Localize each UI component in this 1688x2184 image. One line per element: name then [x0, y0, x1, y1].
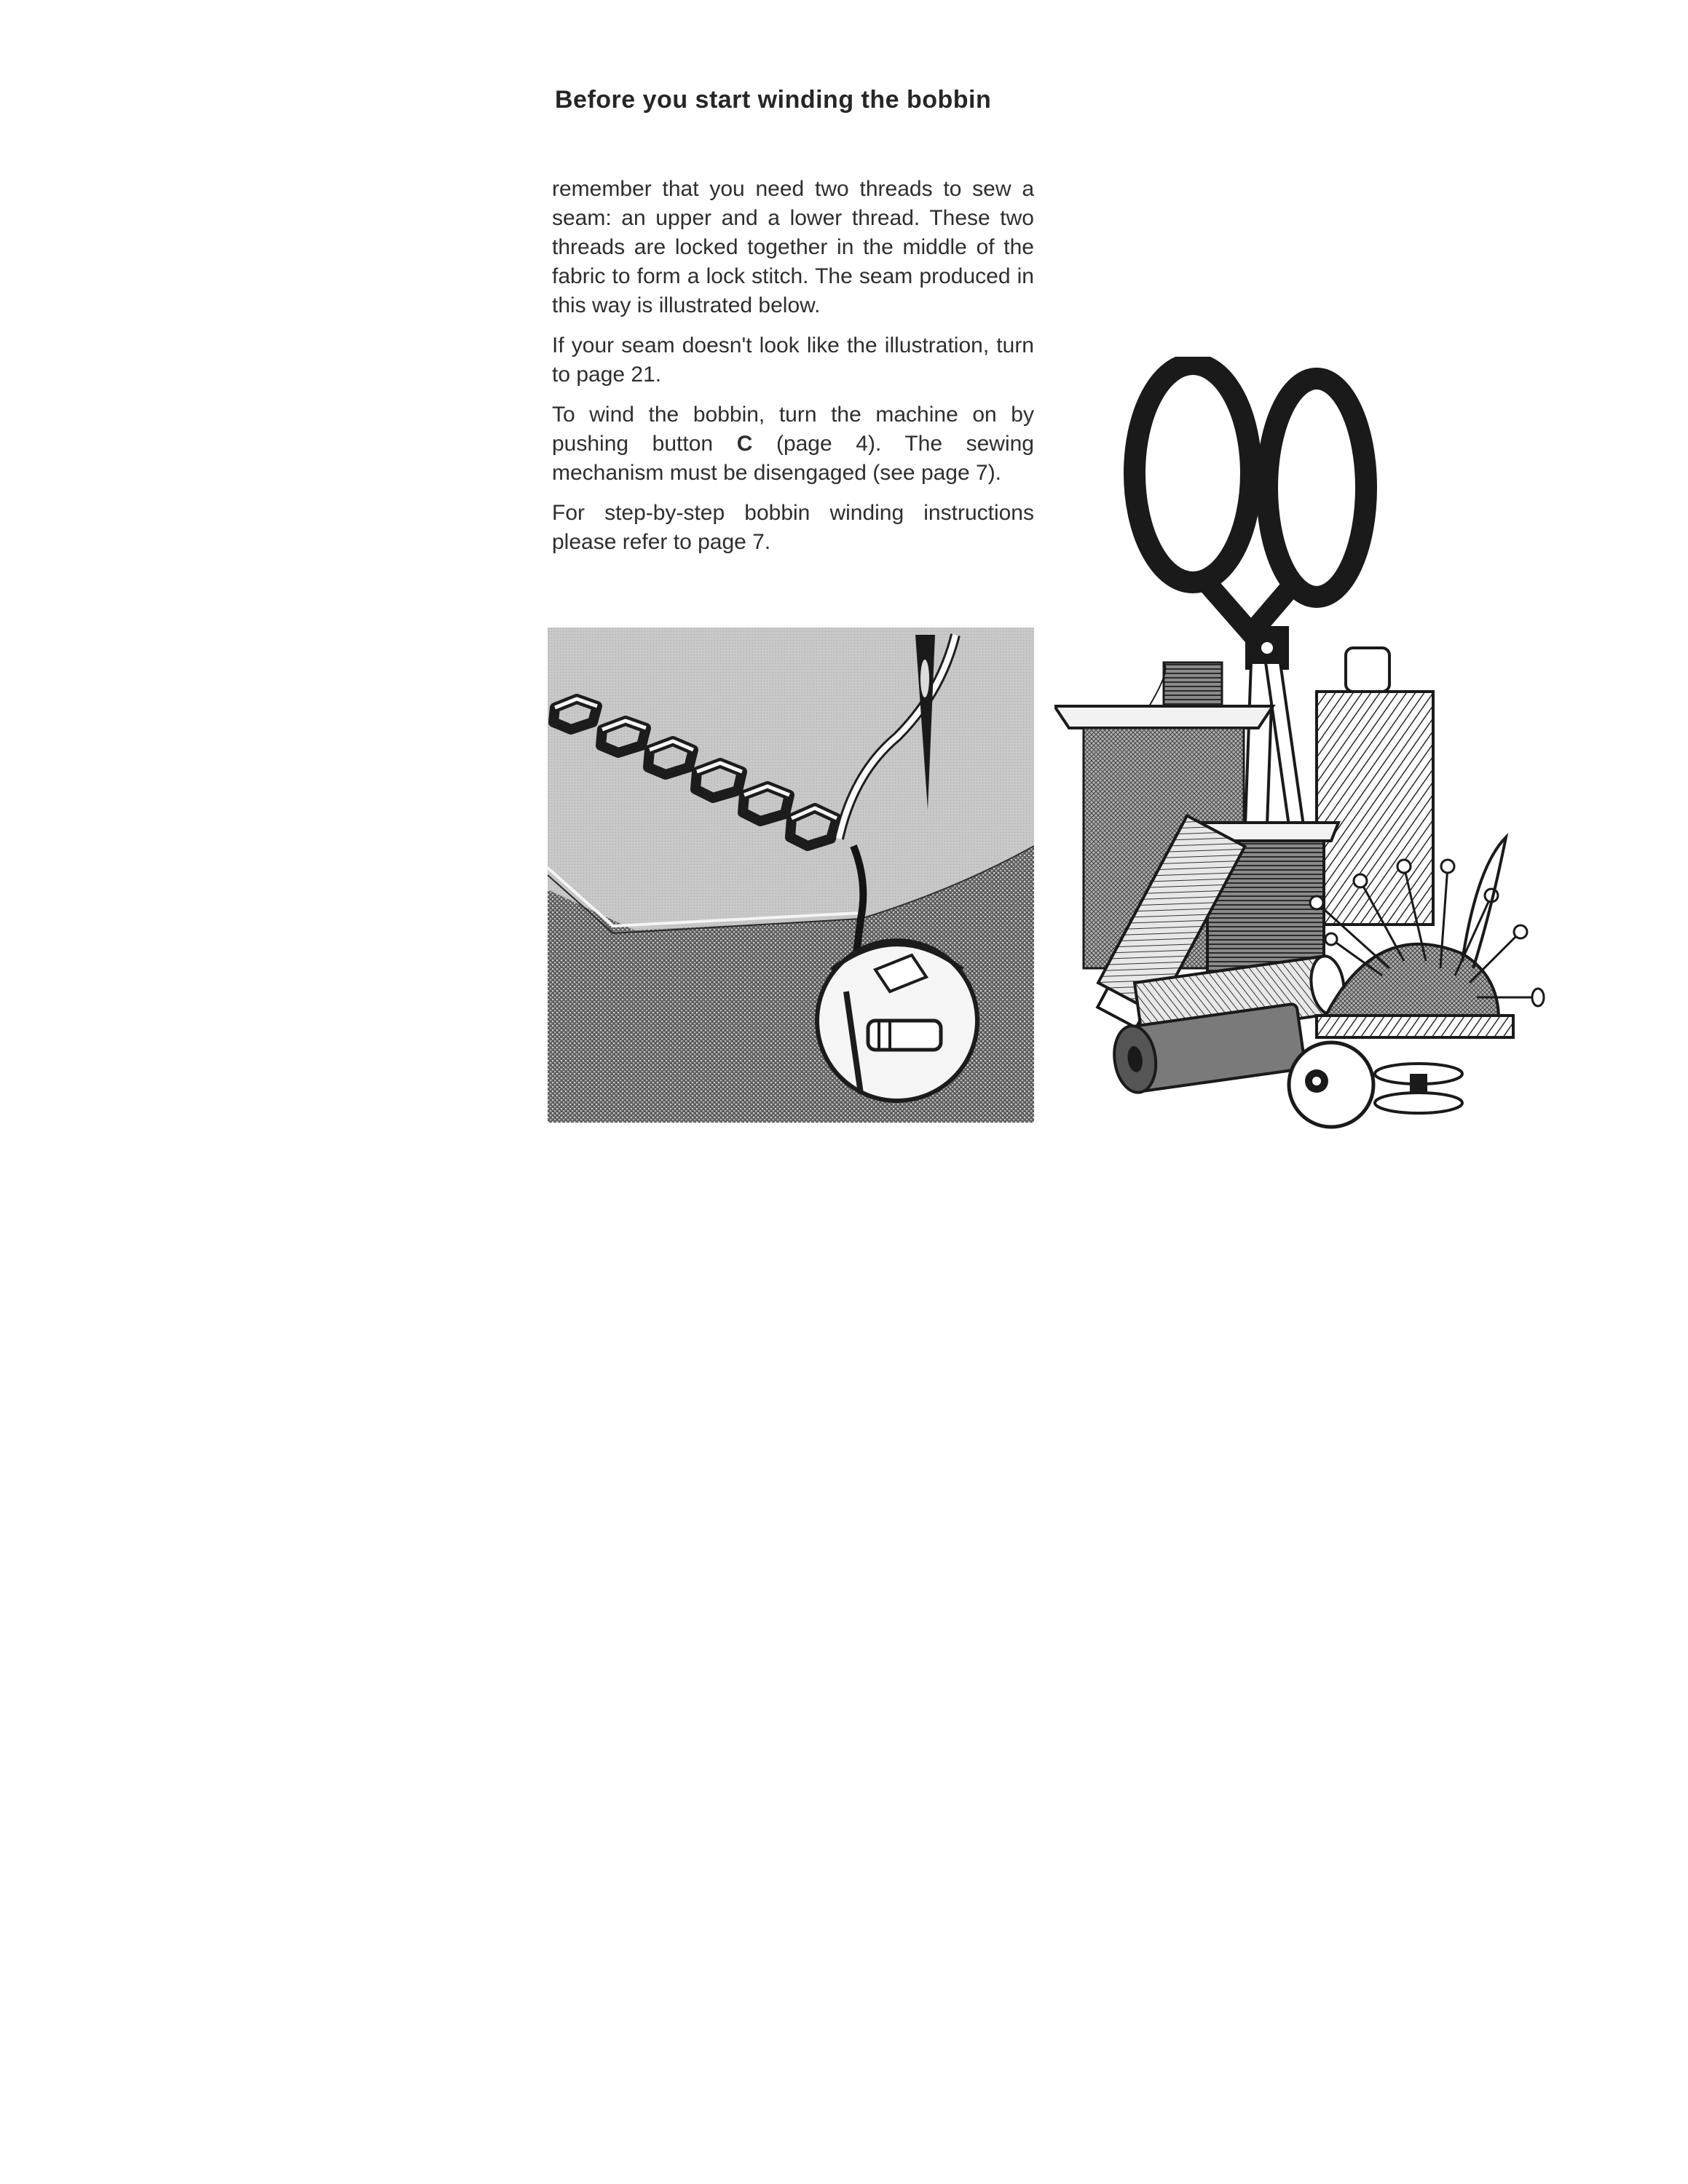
- lock-stitch-seam-illustration: [548, 628, 1034, 1123]
- paragraph-wind-bobbin: [552, 400, 1034, 488]
- button-c-label: C: [736, 432, 753, 456]
- sewing-supplies-illustration: [1054, 357, 1550, 1136]
- paragraph-refer: For step-by-step bobbin winding instructions please refer to page 7.: [552, 501, 1034, 554]
- paragraph-troubleshoot: If your seam doesn't look like the illustration, turn to page 21.: [552, 333, 1034, 387]
- wind-bobbin-text-b: (page 4). The sewing mechanism must be disengaged (see page 7).: [552, 432, 1034, 485]
- paragraph-two-threads: remember that you need two threads to sew a seam: an upper and a lower thread. These two threads are locked together in the middle of the fabric to form a lock stitch. The seam produced in this way is illustrated below.: [552, 177, 1034, 317]
- page-heading: Before you start winding the bobbin: [555, 86, 992, 114]
- instructions-text: [552, 175, 1034, 568]
- wind-bobbin-text-a: To wind the bobbin, turn the machine on by pushing button: [552, 403, 1034, 456]
